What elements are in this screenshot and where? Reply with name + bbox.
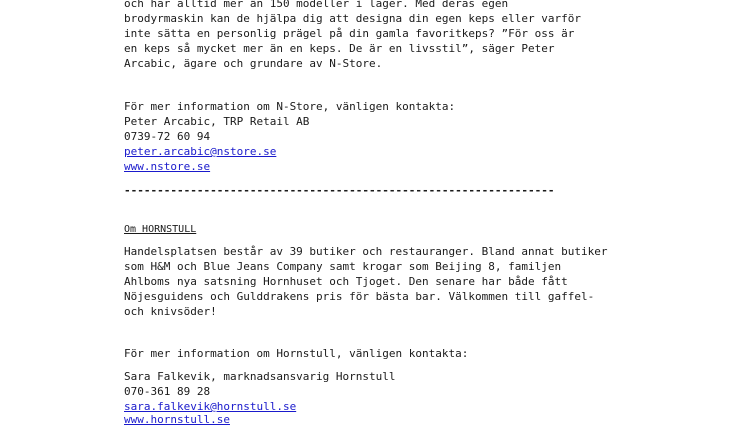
- nstore-intro-line-4: en keps så mycket mer än en keps. De är en livsstil”, säger Peter: [124, 42, 555, 55]
- nstore-contact-phone: 0739-72 60 94: [124, 130, 211, 143]
- hornstull-contact-phone: 070-361 89 28: [124, 385, 211, 398]
- nstore-contact-intro: För mer information om N-Store, vänligen kontakta:: [124, 100, 456, 113]
- hornstull-heading: Om HORNSTULL: [124, 224, 197, 235]
- hornstull-website-link[interactable]: www.hornstull.se: [124, 413, 230, 426]
- hornstull-email-link[interactable]: sara.falkevik@hornstull.se: [124, 400, 297, 413]
- nstore-intro-line-2: brodyrmaskin kan de hjälpa dig att designa din egen keps eller varför: [124, 12, 581, 25]
- hornstull-contact-intro: För mer information om Hornstull, vänligen kontakta:: [124, 347, 469, 360]
- nstore-email-link[interactable]: peter.arcabic@nstore.se: [124, 145, 277, 158]
- hornstull-body-line-3: Ahlboms nya satsning Hornhuset och Tjoget. Den senare har både fått: [124, 275, 568, 288]
- nstore-website-link[interactable]: www.nstore.se: [124, 160, 211, 173]
- nstore-intro-line-5: Arcabic, ägare och grundare av N-Store.: [124, 57, 383, 70]
- nstore-intro-line-1: och har alltid mer än 150 modeller i lager. Med deras egen: [124, 0, 509, 10]
- nstore-contact-name: Peter Arcabic, TRP Retail AB: [124, 115, 310, 128]
- section-separator: -----------------------------------------------------------------: [124, 184, 555, 197]
- hornstull-contact-name: Sara Falkevik, marknadsansvarig Hornstull: [124, 370, 396, 383]
- nstore-intro-line-3: inte sätta en personlig prägel på din gamla favoritkeps? ”För oss är: [124, 27, 575, 40]
- hornstull-body-line-5: och knivsöder!: [124, 305, 217, 318]
- hornstull-body-line-2: som H&M och Blue Jeans Company samt krogar som Beijing 8, familjen: [124, 260, 562, 273]
- hornstull-body-line-1: Handelsplatsen består av 39 butiker och restauranger. Bland annat butiker: [124, 245, 608, 258]
- hornstull-body-line-4: Nöjesguidens och Gulddrakens pris för bästa bar. Välkommen till gaffel-: [124, 290, 595, 303]
